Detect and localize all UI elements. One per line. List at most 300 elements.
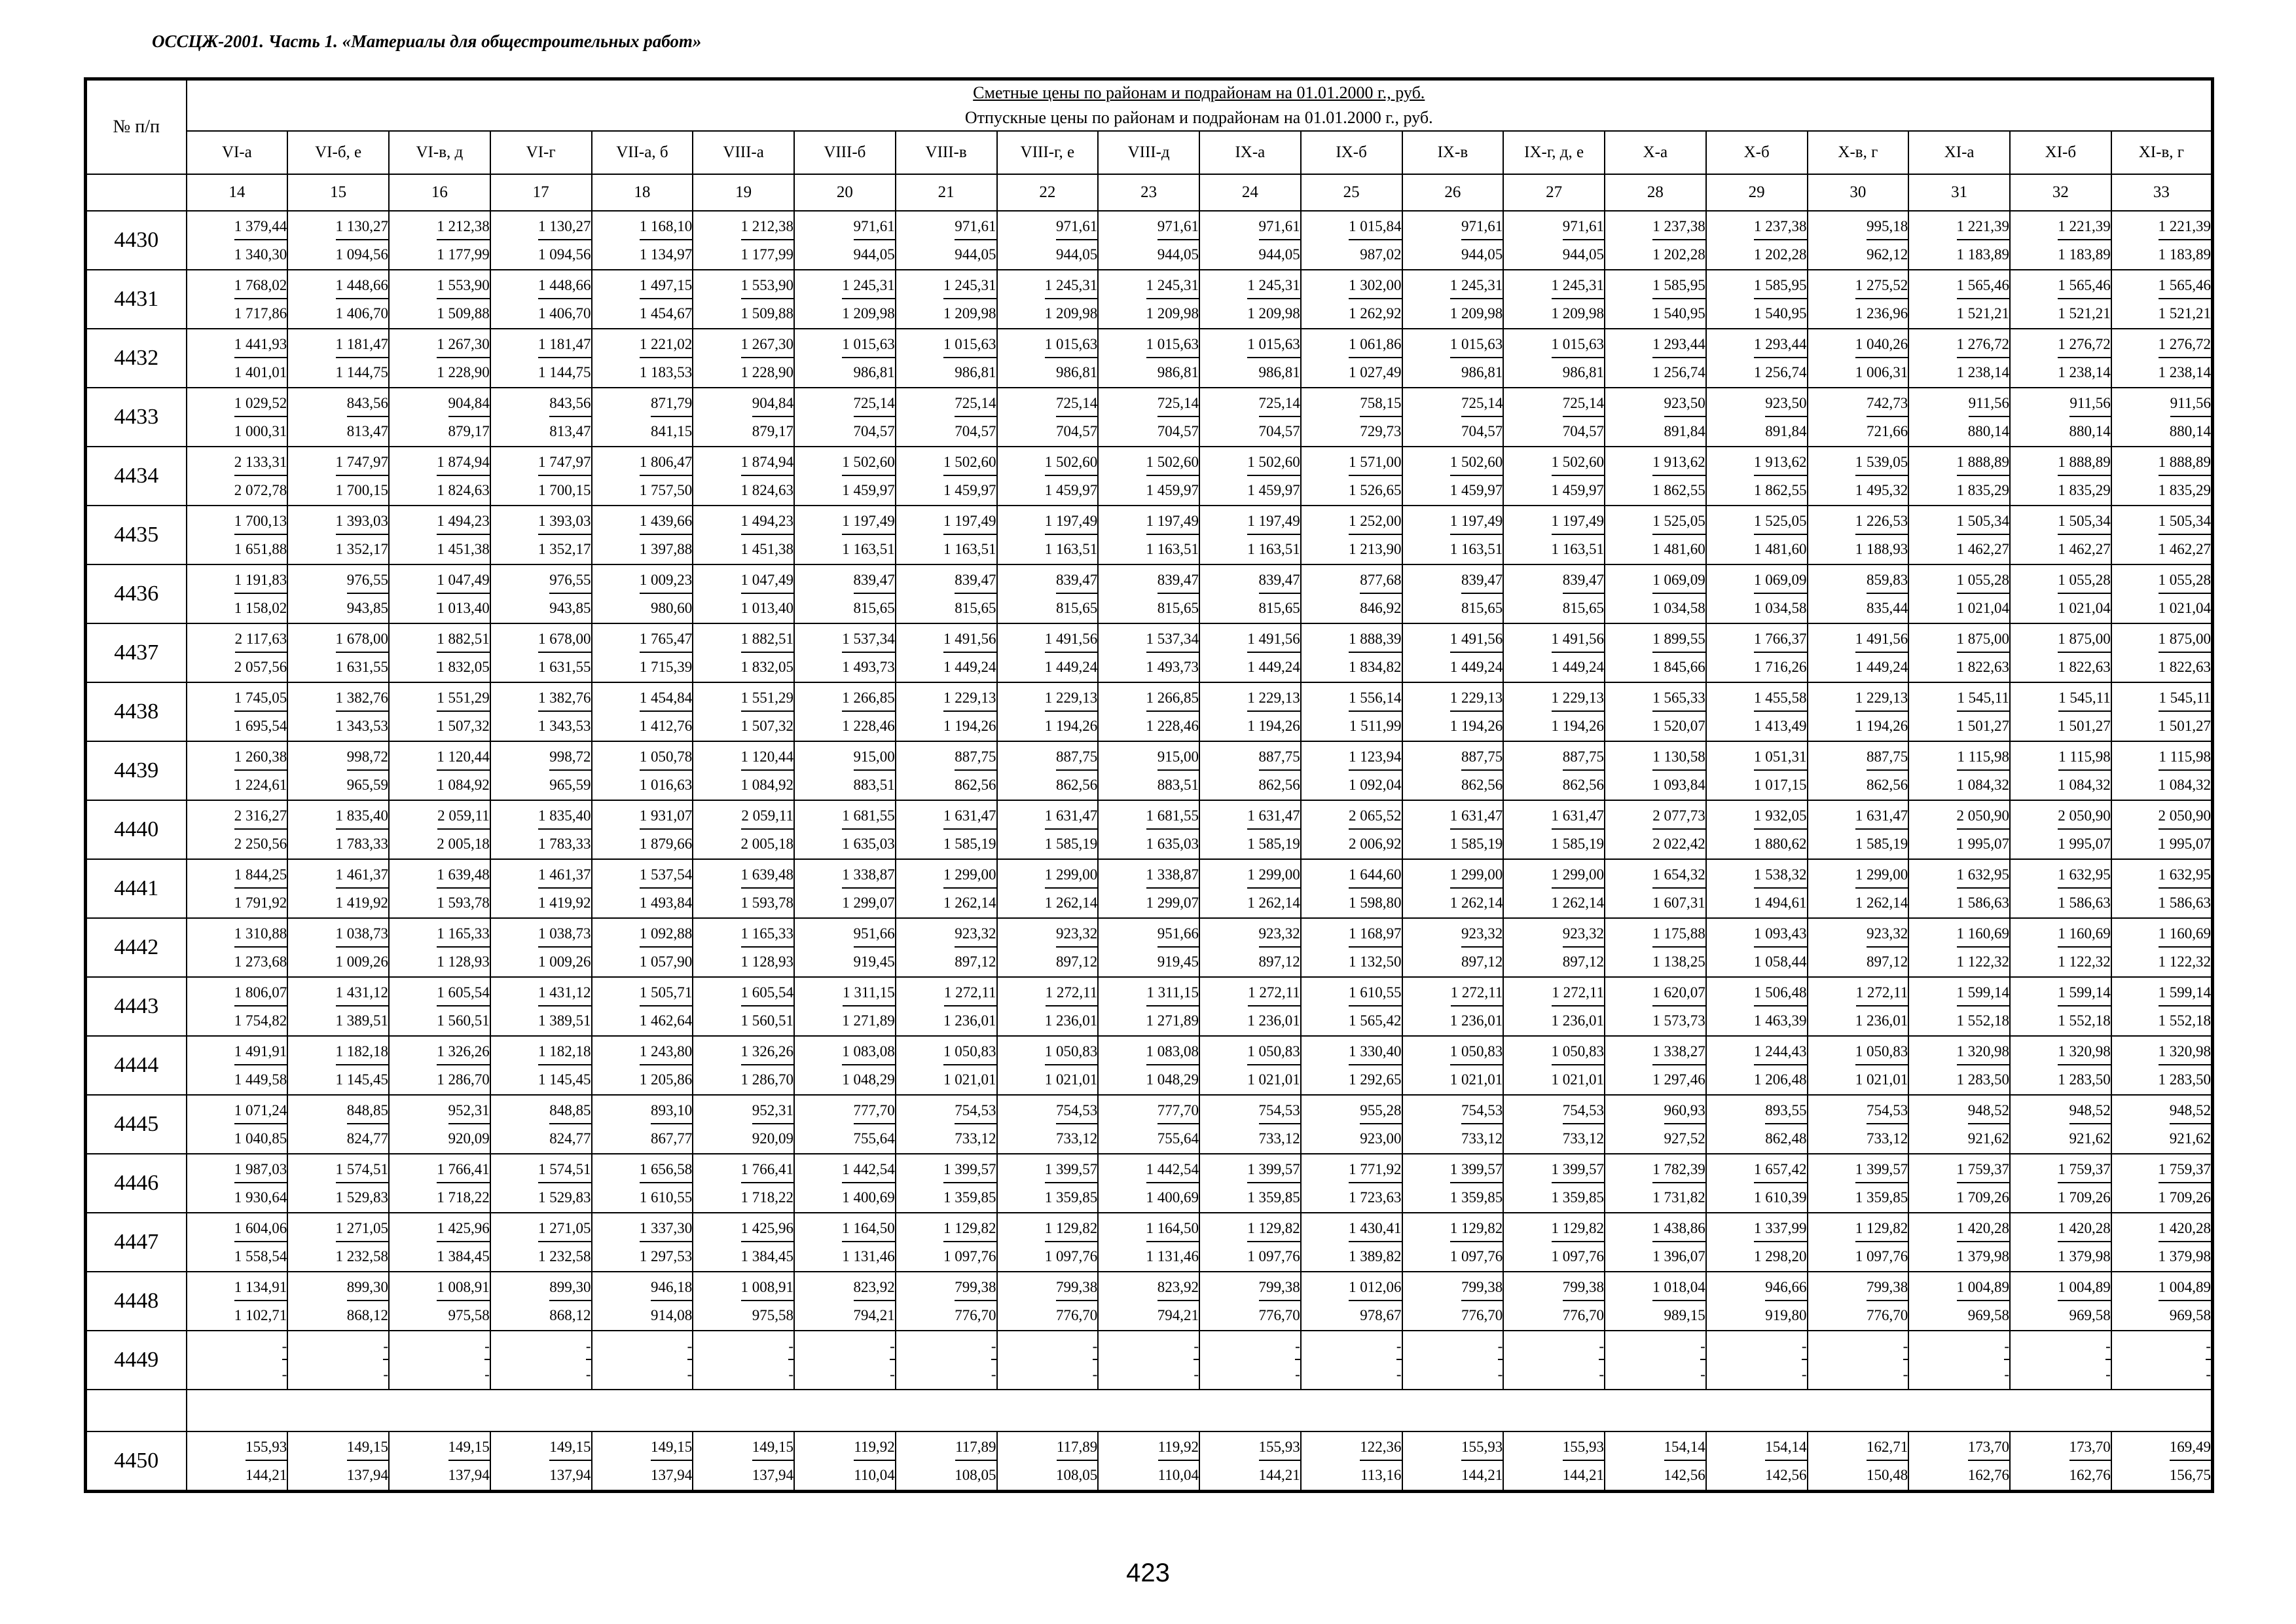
release-price: 1 183,53: [639, 364, 693, 380]
estimate-price: 1 115,98: [2159, 745, 2211, 771]
price-cell: [287, 506, 389, 564]
release-price: 824,77: [549, 1130, 591, 1147]
estimate-price: 1 420,28: [2159, 1216, 2212, 1242]
release-price: 1 283,50: [1956, 1071, 2009, 1088]
estimate-price: 1 134,91: [234, 1275, 287, 1301]
release-price: 944,05: [1562, 246, 1604, 263]
release-price: 1 462,64: [639, 1012, 693, 1029]
release-price: 868,12: [549, 1307, 591, 1323]
release-price: 962,12: [1867, 246, 1908, 263]
release-price: 110,04: [1157, 1467, 1199, 1483]
spacer-cell: [187, 1390, 2213, 1431]
estimate-price: 1 438,86: [1652, 1216, 1705, 1242]
price-cell: [490, 1272, 592, 1331]
price-cell: [1808, 1213, 1909, 1272]
price-cell: [592, 682, 693, 741]
estimate-price: 1 502,60: [1450, 450, 1503, 476]
release-price: 1 097,76: [1855, 1248, 1908, 1264]
release-price: 1 084,32: [2158, 777, 2211, 793]
price-cell: [592, 1154, 693, 1213]
price-cell: [896, 1095, 997, 1154]
estimate-price: 1 888,39: [1349, 627, 1402, 653]
release-price: 1 459,97: [1146, 482, 1199, 498]
price-cell: [2111, 1095, 2213, 1154]
estimate-price: 1 537,34: [1146, 627, 1199, 653]
release-price: 1 009,26: [335, 953, 388, 970]
price-cell: [490, 1154, 592, 1213]
estimate-price: 923,32: [1259, 921, 1300, 948]
price-cell: [1301, 1272, 1402, 1331]
estimate-price: 1 888,89: [2159, 450, 2212, 476]
estimate-price: 1 745,05: [234, 686, 287, 712]
release-price: 1 481,60: [1754, 541, 1807, 557]
release-price: 1 352,17: [335, 541, 388, 557]
estimate-price: 1 337,30: [640, 1216, 693, 1242]
estimate-price: 2 050,90: [1957, 803, 2010, 830]
price-cell: [1605, 211, 1706, 270]
release-price: -: [1903, 1366, 1908, 1382]
estimate-price: 839,47: [1259, 568, 1300, 594]
price-cell: [2010, 1272, 2111, 1331]
release-price: 1 593,78: [437, 895, 490, 911]
column-number: 23: [1098, 174, 1199, 211]
release-price: 1 459,97: [943, 482, 996, 498]
release-price: 137,94: [346, 1467, 388, 1483]
release-price: 1 400,69: [842, 1189, 895, 1206]
price-cell: [1402, 682, 1504, 741]
price-cell: [1402, 800, 1504, 859]
estimate-price: 1 382,76: [336, 686, 389, 712]
release-price: 776,70: [1461, 1307, 1503, 1323]
price-cell: [794, 1213, 896, 1272]
release-price: 1 283,50: [2158, 1071, 2211, 1088]
estimate-price: 1 299,00: [1045, 862, 1098, 889]
row-number: 4445: [86, 1095, 187, 1154]
release-price: 1 610,55: [639, 1189, 693, 1206]
estimate-price: 1 229,13: [1552, 686, 1605, 712]
estimate-price: 1 505,34: [2058, 509, 2111, 535]
price-cell: [794, 741, 896, 800]
release-price: 1 262,14: [1551, 895, 1604, 911]
estimate-price: -: [890, 1334, 895, 1360]
row-number: 4450: [86, 1431, 187, 1492]
price-cell: [693, 682, 794, 741]
estimate-price: 859,83: [1867, 568, 1908, 594]
release-price: 1 449,24: [943, 659, 996, 675]
release-price: 921,62: [2169, 1130, 2211, 1147]
price-cell: [997, 1154, 1099, 1213]
release-price: 1 202,28: [1754, 246, 1807, 263]
estimate-price: 951,66: [854, 921, 895, 948]
release-price: 1 509,88: [740, 305, 793, 322]
release-price: 927,52: [1664, 1130, 1705, 1147]
release-price: 1 558,54: [234, 1248, 287, 1264]
estimate-price: 1 311,15: [1146, 980, 1199, 1006]
price-cell: [592, 506, 693, 564]
price-cell: [187, 800, 288, 859]
release-price: 1 552,18: [2058, 1012, 2111, 1029]
release-price: 704,57: [1056, 423, 1098, 439]
price-cell: [1301, 447, 1402, 506]
price-cell: [1908, 388, 2010, 447]
estimate-price: 1 399,57: [1450, 1157, 1503, 1183]
price-cell: [592, 211, 693, 270]
release-price: 142,56: [1664, 1467, 1705, 1483]
price-cell: [1098, 329, 1199, 388]
release-price: 1 021,01: [1855, 1071, 1908, 1088]
release-price: 776,70: [1056, 1307, 1098, 1323]
release-price: 1 084,32: [2058, 777, 2111, 793]
estimate-price: 1 545,11: [2058, 686, 2111, 712]
release-price: 862,56: [955, 777, 996, 793]
price-cell: [1605, 977, 1706, 1036]
price-cell: [1706, 211, 1808, 270]
price-cell: [287, 1331, 389, 1390]
estimate-price: 1 245,31: [943, 273, 996, 299]
release-price: 144,21: [1562, 1467, 1604, 1483]
estimate-price: 1 221,39: [1957, 214, 2010, 240]
estimate-price: 1 267,30: [437, 332, 490, 358]
release-price: 776,70: [1867, 1307, 1908, 1323]
estimate-price: 1 051,31: [1754, 745, 1807, 771]
price-cell: [1098, 682, 1199, 741]
price-cell: [1098, 1036, 1199, 1095]
price-cell: [1908, 623, 2010, 682]
estimate-price: 839,47: [1157, 568, 1199, 594]
release-price: 1 359,85: [1247, 1189, 1300, 1206]
release-price: 776,70: [1562, 1307, 1604, 1323]
release-price: 1 262,14: [1449, 895, 1503, 911]
price-cell: [2010, 211, 2111, 270]
release-price: 1 286,70: [437, 1071, 490, 1088]
price-cell: [1808, 447, 1909, 506]
estimate-price: 899,30: [347, 1275, 388, 1301]
estimate-price: 923,50: [1664, 391, 1705, 417]
estimate-price: 948,52: [2069, 1098, 2111, 1124]
estimate-price: 1 420,28: [2058, 1216, 2111, 1242]
estimate-price: 1 212,38: [741, 214, 794, 240]
price-cell: [1199, 623, 1301, 682]
release-price: 2 072,78: [234, 482, 287, 498]
estimate-price: 1 539,05: [1855, 450, 1908, 476]
estimate-price: -: [484, 1334, 490, 1360]
release-price: 1 262,14: [1044, 895, 1098, 911]
release-price: 986,81: [1258, 364, 1300, 380]
price-cell: [1098, 1095, 1199, 1154]
price-cell: [490, 1036, 592, 1095]
price-cell: [693, 506, 794, 564]
price-cell: [187, 918, 288, 977]
estimate-price: 1 461,37: [538, 862, 591, 889]
price-cell: [1503, 329, 1605, 388]
estimate-price: 955,28: [1360, 1098, 1401, 1124]
release-price: 815,65: [1157, 600, 1199, 616]
release-price: 944,05: [853, 246, 895, 263]
estimate-price: 1 197,49: [1045, 509, 1098, 535]
estimate-price: 1 506,48: [1754, 980, 1807, 1006]
release-price: 1 092,04: [1349, 777, 1402, 793]
price-cell: [490, 506, 592, 564]
price-cell: [2010, 1213, 2111, 1272]
estimate-price: 1 888,89: [2058, 450, 2111, 476]
release-price: 1 131,46: [1146, 1248, 1199, 1264]
estimate-price: 1 272,11: [1552, 980, 1604, 1006]
estimate-price: 1 330,40: [1349, 1039, 1402, 1065]
release-price: 1 297,53: [639, 1248, 693, 1264]
price-cell: [490, 270, 592, 329]
estimate-price: 1 525,05: [1652, 509, 1705, 535]
release-price: 144,21: [246, 1467, 287, 1483]
price-cell: [2010, 564, 2111, 623]
price-cell: [1706, 1154, 1808, 1213]
estimate-price: 725,14: [1056, 391, 1097, 417]
estimate-price: 1 229,13: [1247, 686, 1300, 712]
release-price: 1 256,74: [1754, 364, 1807, 380]
price-cell: [2111, 1431, 2213, 1492]
estimate-price: 1 525,05: [1754, 509, 1807, 535]
price-cell: [1098, 1272, 1199, 1331]
release-price: 733,12: [955, 1130, 996, 1147]
estimate-price: 1 491,56: [1552, 627, 1605, 653]
price-cell: [1199, 859, 1301, 918]
price-cell: [693, 623, 794, 682]
estimate-price: 1 431,12: [336, 980, 389, 1006]
estimate-price: 1 015,84: [1349, 214, 1402, 240]
table-row: [86, 918, 2213, 977]
price-cell: [1908, 741, 2010, 800]
estimate-price: 839,47: [955, 568, 996, 594]
estimate-price: -: [1802, 1334, 1807, 1360]
estimate-price: 1 245,31: [1247, 273, 1300, 299]
price-cell: [1301, 564, 1402, 623]
estimate-price: 1 245,31: [1146, 273, 1199, 299]
price-cell: [2010, 388, 2111, 447]
price-cell: [997, 859, 1099, 918]
price-cell: [1098, 388, 1199, 447]
price-cell: [1098, 741, 1199, 800]
price-cell: [1908, 1331, 2010, 1390]
release-price: 2 005,18: [740, 836, 793, 852]
estimate-price: 839,47: [1461, 568, 1503, 594]
estimate-price: 1 310,88: [234, 921, 287, 948]
price-cell: [592, 1431, 693, 1492]
price-cell: [693, 1154, 794, 1213]
release-price: 944,05: [1157, 246, 1199, 263]
price-cell: [1301, 1095, 1402, 1154]
release-price: 1 521,21: [2058, 305, 2111, 322]
release-price: 137,94: [752, 1467, 793, 1483]
price-cell: [1503, 1095, 1605, 1154]
estimate-price: 1 494,23: [741, 509, 794, 535]
estimate-price: 1 055,28: [2159, 568, 2212, 594]
price-cell: [693, 800, 794, 859]
release-price: 975,58: [448, 1307, 490, 1323]
price-cell: [1503, 447, 1605, 506]
price-cell: [1808, 682, 1909, 741]
estimate-price: 1 083,08: [842, 1039, 895, 1065]
price-cell: [2010, 329, 2111, 388]
price-cell: [1808, 918, 1909, 977]
estimate-price: 155,93: [1461, 1435, 1503, 1461]
estimate-price: 1 502,60: [1045, 450, 1098, 476]
estimate-price: 1 631,47: [1552, 803, 1605, 830]
release-price: 813,47: [549, 423, 591, 439]
estimate-price: 1 018,04: [1652, 1275, 1705, 1301]
price-cell: [490, 977, 592, 1036]
release-price: 1 824,63: [740, 482, 793, 498]
price-cell: [2010, 623, 2111, 682]
price-cell: [592, 741, 693, 800]
price-cell: [287, 447, 389, 506]
estimate-price: 1 050,83: [1552, 1039, 1605, 1065]
release-price: -: [585, 1366, 591, 1382]
price-cell: [187, 623, 288, 682]
price-cell: [1402, 1095, 1504, 1154]
release-price: 1 021,01: [1044, 1071, 1098, 1088]
release-price: 1 709,26: [2158, 1189, 2211, 1206]
release-price: 1 862,55: [1652, 482, 1705, 498]
estimate-price: 1 420,28: [1957, 1216, 2010, 1242]
release-price: 1 271,89: [1146, 1012, 1199, 1029]
district-header: X-в, г: [1808, 131, 1909, 174]
table-row: [86, 741, 2213, 800]
release-price: 1 034,58: [1754, 600, 1807, 616]
release-price: 1 716,26: [1754, 659, 1807, 675]
price-cell: [997, 977, 1099, 1036]
release-price: 1 635,03: [1146, 836, 1199, 852]
district-header: VII-а, б: [592, 131, 693, 174]
price-cell: [287, 211, 389, 270]
price-cell: [794, 1331, 896, 1390]
price-cell: [287, 1036, 389, 1095]
price-cell: [592, 564, 693, 623]
estimate-price: 1 551,29: [437, 686, 490, 712]
price-cell: [490, 1331, 592, 1390]
price-cell: [794, 564, 896, 623]
price-cell: [1605, 1272, 1706, 1331]
price-cell: [287, 388, 389, 447]
price-cell: [693, 1095, 794, 1154]
estimate-price: 758,15: [1360, 391, 1401, 417]
release-price: 1 585,19: [1247, 836, 1300, 852]
estimate-price: 1 556,14: [1349, 686, 1402, 712]
release-price: 1 209,98: [1449, 305, 1503, 322]
estimate-price: 1 491,56: [1855, 627, 1908, 653]
estimate-price: 2 077,73: [1652, 803, 1705, 830]
release-price: 729,73: [1360, 423, 1402, 439]
estimate-price: 915,00: [1157, 745, 1199, 771]
price-cell: [1605, 741, 1706, 800]
estimate-price: 1 071,24: [234, 1098, 287, 1124]
estimate-price: 1 337,99: [1754, 1216, 1807, 1242]
release-price: 704,57: [955, 423, 996, 439]
release-price: 1 209,98: [1551, 305, 1604, 322]
price-cell: [794, 506, 896, 564]
release-price: 1 183,89: [2058, 246, 2111, 263]
estimate-price: 960,93: [1664, 1098, 1705, 1124]
release-price: 815,65: [853, 600, 895, 616]
price-cell: [1402, 506, 1504, 564]
row-number: 4448: [86, 1272, 187, 1331]
price-cell: [794, 682, 896, 741]
price-cell: [1808, 1095, 1909, 1154]
release-price: 1 449,24: [1551, 659, 1604, 675]
release-price: 1 449,24: [1449, 659, 1503, 675]
estimate-price: 1 585,95: [1754, 273, 1807, 299]
release-price: 755,64: [1157, 1130, 1199, 1147]
release-price: 1 238,14: [2058, 364, 2111, 380]
price-cell: [1199, 682, 1301, 741]
release-price: 1 097,76: [1449, 1248, 1503, 1264]
estimate-price: 1 771,92: [1349, 1157, 1402, 1183]
district-header: VIII-д: [1098, 131, 1199, 174]
release-price: -: [2105, 1366, 2111, 1382]
price-cell: [1199, 1036, 1301, 1095]
release-price: 1 094,56: [538, 246, 591, 263]
estimate-price: 1 599,14: [1957, 980, 2010, 1006]
price-cell: [1301, 741, 1402, 800]
release-price: 704,57: [1258, 423, 1300, 439]
price-cell: [592, 447, 693, 506]
price-cell: [693, 1213, 794, 1272]
price-cell: [997, 800, 1099, 859]
estimate-price: 2 133,31: [234, 450, 287, 476]
release-price: 1 262,14: [1247, 895, 1300, 911]
estimate-price: 848,85: [549, 1098, 591, 1124]
release-price: 1 459,97: [1044, 482, 1098, 498]
price-cell: [1301, 623, 1402, 682]
release-price: 1 585,19: [1044, 836, 1098, 852]
price-cell: [1301, 1154, 1402, 1213]
price-cell: [2111, 800, 2213, 859]
estimate-price: 725,14: [1563, 391, 1604, 417]
row-number: 4444: [86, 1036, 187, 1095]
price-cell: [1301, 388, 1402, 447]
release-price: 794,21: [1157, 1307, 1199, 1323]
release-price: 1 194,26: [1044, 718, 1098, 734]
price-cell: [389, 1431, 490, 1492]
price-cell: [1199, 506, 1301, 564]
price-cell: [1908, 1272, 2010, 1331]
price-cell: [2010, 1095, 2111, 1154]
table-row: [86, 1095, 2213, 1154]
estimate-price: 1 272,11: [1046, 980, 1098, 1006]
release-price: 1 097,76: [1247, 1248, 1300, 1264]
price-cell: [2111, 1154, 2213, 1213]
price-cell: [2010, 800, 2111, 859]
release-price: 1 213,90: [1349, 541, 1402, 557]
price-cell: [794, 388, 896, 447]
estimate-price: 2 059,11: [741, 803, 793, 830]
estimate-price: 976,55: [347, 568, 388, 594]
estimate-price: 1 055,28: [1957, 568, 2010, 594]
estimate-price: 1 164,50: [842, 1216, 895, 1242]
release-price: 1 995,07: [1956, 836, 2009, 852]
estimate-price: 799,38: [1259, 1275, 1300, 1301]
price-cell: [997, 1095, 1099, 1154]
price-cell: [187, 1431, 288, 1492]
price-cell: [2010, 859, 2111, 918]
release-price: 1 731,82: [1652, 1189, 1705, 1206]
estimate-price: 1 610,55: [1349, 980, 1402, 1006]
release-price: 815,65: [1056, 600, 1098, 616]
price-cell: [187, 977, 288, 1036]
estimate-price: 1 505,34: [1957, 509, 2010, 535]
row-number-header: № п/п: [86, 79, 187, 175]
estimate-price: 1 299,00: [943, 862, 996, 889]
price-cell: [1605, 682, 1706, 741]
price-cell: [1402, 270, 1504, 329]
